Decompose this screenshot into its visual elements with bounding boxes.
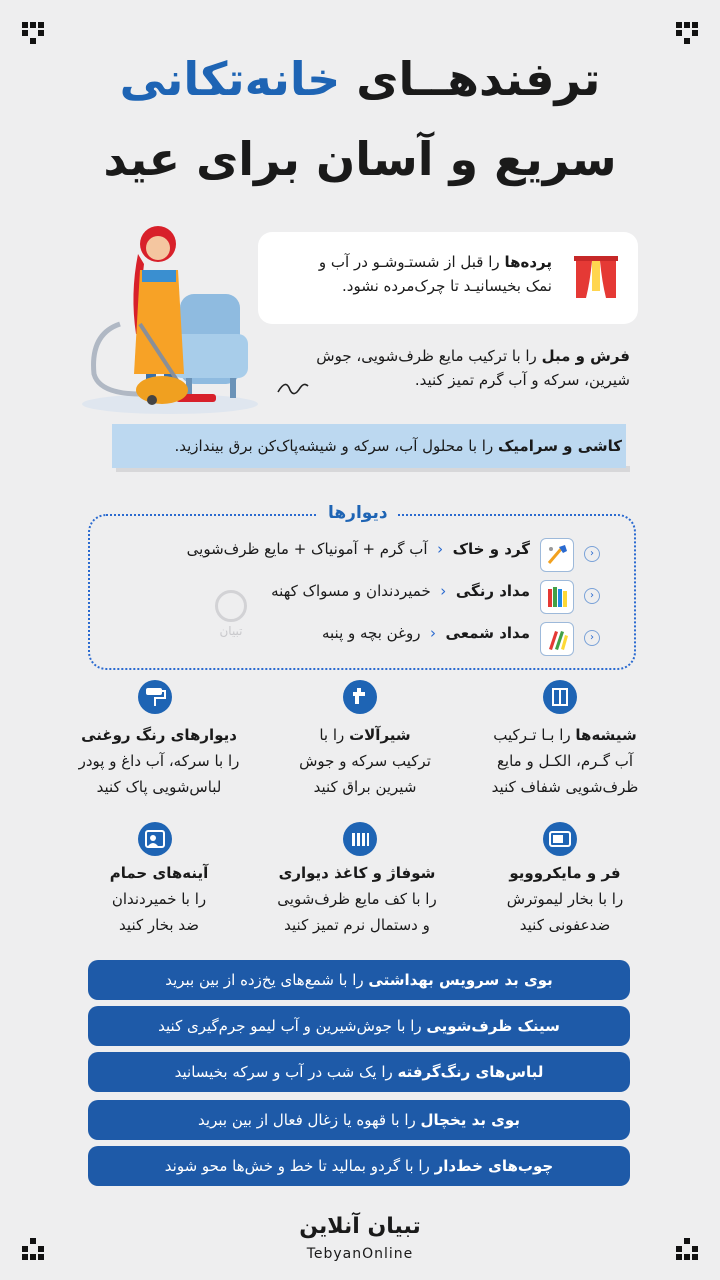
carpet-tip: فرش و مبل را با ترکیب مایع ظرف‌شویی، جوش شیرین، سرکه و آب گرم تمیز کنید. bbox=[316, 347, 630, 389]
tip-bar: لباس‌های رنگ‌گرفته را یک شب در آب و سرکه بخیسانید bbox=[88, 1052, 630, 1092]
page-title bbox=[0, 52, 720, 106]
brand-logo-fa: تبیان آنلاین bbox=[299, 1214, 421, 1239]
tip-bar: بوی بد سرویس بهداشتی را با شمع‌های یخ‌زده از بین ببرید bbox=[88, 960, 630, 1000]
bullet-icon: › bbox=[584, 630, 600, 646]
grid-item-glass: شیشه‌ها را بـا تـرکیب آب گـرم، الکـل و مایع ظرف‌شویی شفاف کنید bbox=[491, 726, 639, 796]
corner-dots-icon bbox=[22, 22, 44, 44]
bullet-icon: › bbox=[584, 546, 600, 562]
curtain-icon bbox=[572, 252, 620, 300]
brand-logo-en: TebyanOnline bbox=[306, 1246, 414, 1262]
grid-item-mirror: آینه‌های حمام را با خمیردندان ضد بخار کنید bbox=[109, 864, 209, 934]
grid-item-radiator: شوفاژ و کاغذ دیواری را با کف مایع ظرف‌شویی و دستمال نرم تمیز کنید bbox=[277, 864, 437, 934]
colored-pencils-icon bbox=[540, 580, 574, 614]
page-subtitle: سریع و آسان برای عید bbox=[103, 132, 617, 186]
grid-item-oil-walls: دیوارهای رنگ روغنی را با سرکه، آب داغ و پودر لباس‌شویی پاک کنید bbox=[78, 726, 240, 796]
tip-bar: سینک ظرف‌شویی را با جوش‌شیرین و آب لیمو جرم‌گیری کنید bbox=[88, 1006, 630, 1046]
mirror-icon bbox=[138, 822, 172, 856]
watermark: تبیان bbox=[196, 590, 266, 646]
dust-brush-icon bbox=[540, 538, 574, 572]
walls-label: دیوارها bbox=[318, 503, 398, 523]
walls-row-crayon: › مداد شمعی ‹ روغن بچه و پنبه bbox=[96, 620, 636, 656]
tip-bar: بوی بد یخچال را با قهوه یا زغال فعال از بین ببرید bbox=[88, 1100, 630, 1140]
faucet-icon bbox=[343, 680, 377, 714]
walls-row-dust: › گرد و خاک ‹ آب گرم + آمونیاک + مایع ظرف‌شویی bbox=[96, 536, 636, 572]
curtain-tip: پرده‌ها را قبل از شستـ‌وشـو در آب و نمک بخیسانیـد تا چرک‌مرده نشود. bbox=[318, 253, 552, 295]
radiator-icon bbox=[343, 822, 377, 856]
microwave-icon bbox=[543, 822, 577, 856]
grid-item-microwave: فر و مایکروویو را با بخار لیموترش ضدعفونی کنید bbox=[506, 864, 624, 934]
title-part1: ترفندهــای bbox=[356, 52, 601, 106]
squiggle-icon bbox=[276, 376, 310, 400]
tip-bar: چوب‌های خط‌دار را با گردو بمالید تا خط و خش‌ها محو شوند bbox=[88, 1146, 630, 1186]
grid-item-faucet: شیرآلات را با ترکیب سرکه و جوش شیرین براق کنید bbox=[299, 726, 431, 796]
title-accent: خانه‌تکانی bbox=[119, 52, 341, 106]
corner-dots-icon bbox=[676, 22, 698, 44]
crayons-icon bbox=[540, 622, 574, 656]
walls-row-pencil: › مداد رنگی ‹ خمیردندان و مسواک کهنه bbox=[96, 578, 636, 614]
paint-roller-icon bbox=[138, 680, 172, 714]
window-icon bbox=[543, 680, 577, 714]
bullet-icon: › bbox=[584, 588, 600, 604]
cleaning-woman-illustration bbox=[80, 214, 260, 414]
tile-tip: کاشی و سرامیک را با محلول آب، سرکه و شیشه‌پاک‌کن برق بیندازید. bbox=[174, 437, 622, 455]
